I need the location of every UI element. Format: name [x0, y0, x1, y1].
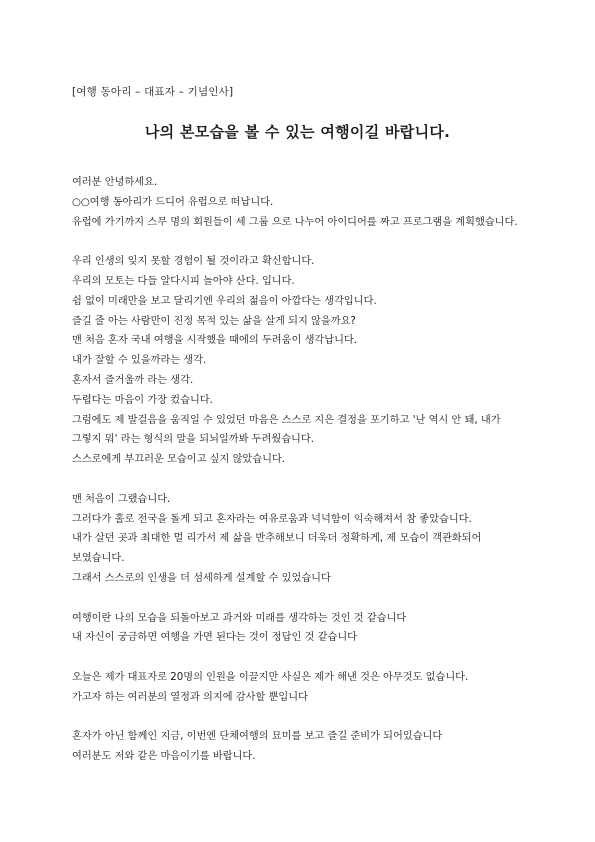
body-line: 혼자가 아닌 함께인 지금, 이번엔 단체여행의 묘미를 보고 즐길 준비가 되어있습니다	[72, 731, 443, 743]
body-line: ○○여행 동아리가 드디어 유럽으로 떠납니다.	[72, 196, 274, 208]
paragraph-first-trip	[72, 490, 527, 589]
document-title: 나의 본모습을 볼 수 있는 여행이길 바랍니다.	[144, 123, 451, 141]
paragraph-greeting	[72, 173, 527, 232]
body-line: 즐길 줄 아는 사람만이 진정 목적 있는 삶을 살게 되지 않을까요?	[72, 315, 356, 327]
body-line: 맨 처음 혼자 국내 여행을 시작했을 때에의 두려움이 생각납니다.	[72, 335, 358, 347]
body-line: 내 자신이 궁금하면 여행을 가면 된다는 것이 정답인 것 같습니다	[72, 632, 358, 644]
body-line: 내가 살던 곳과 최대한 멀 리가서 제 삶을 반추해보니 더욱더 정확하게, 제 모습이 객관화되어 보였습니다.	[72, 533, 482, 565]
document-body	[72, 173, 527, 787]
body-line: 가고자 하는 여러분의 열정과 의지에 감사할 뿐입니다	[72, 691, 308, 703]
paragraph-meaning	[72, 609, 527, 649]
body-line: 여행이란 나의 모습을 되돌아보고 과거와 미래를 생각하는 것인 것 같습니다	[72, 612, 407, 624]
body-line: 두렵다는 마음이 가장 컸습니다.	[72, 394, 213, 406]
body-line: 혼자서 즐거울까 라는 생각.	[72, 374, 194, 386]
body-line: 여러분도 저와 같은 마음이기를 바랍니다.	[72, 751, 256, 763]
body-line: 여러분 안녕하세요.	[72, 177, 158, 188]
body-line: 오늘은 제가 대표자로 20명의 인원을 이끌지만 사실은 제가 해낸 것은 아무것도 없습니다.	[72, 671, 469, 683]
body-line: 유럽에 가기까지 스무 명의 회원들이 세 그룹 으로 나누어 아이디어를 짜고 프로그램을 계획했습니다.	[72, 216, 518, 228]
body-line: 내가 잘할 수 있을까라는 생각.	[72, 355, 207, 367]
paragraph-experience	[72, 252, 527, 470]
body-line: 그러다가 홀로 전국을 돌게 되고 혼자라는 여유로움과 넉넉함이 익숙해져서 참 좋았습니다.	[72, 513, 472, 525]
body-line: 맨 처음이 그랬습니다.	[72, 493, 171, 505]
body-line: 그래서 스스로의 인생을 더 섬세하게 설계할 수 있었습니다	[72, 572, 331, 584]
paragraph-closing	[72, 727, 527, 767]
body-line: 우리의 모토는 다들 알다시피 놀아야 산다. 입니다.	[72, 275, 295, 287]
body-line: 쉼 없이 미래만을 보고 달리기엔 우리의 젊음이 아깝다는 생각입니다.	[72, 295, 377, 307]
body-line: 우리 인생의 잊지 못할 경험이 될 것이라고 확신합니다.	[72, 256, 315, 268]
document-category: [여행 동아리 – 대표자 – 기념인사]	[72, 86, 234, 98]
body-line: 스스로에게 부끄러운 모습이고 싶지 않았습니다.	[72, 454, 286, 466]
paragraph-thanks	[72, 668, 527, 708]
body-line: 그럼에도 제 발걸음을 움직일 수 있었던 마음은 스스로 지은 결정을 포기하고 '난 역시 안 돼, 내가 그렇지 뭐' 라는 형식의 말을 되뇌일까봐 두려웠습니다.	[72, 414, 501, 446]
